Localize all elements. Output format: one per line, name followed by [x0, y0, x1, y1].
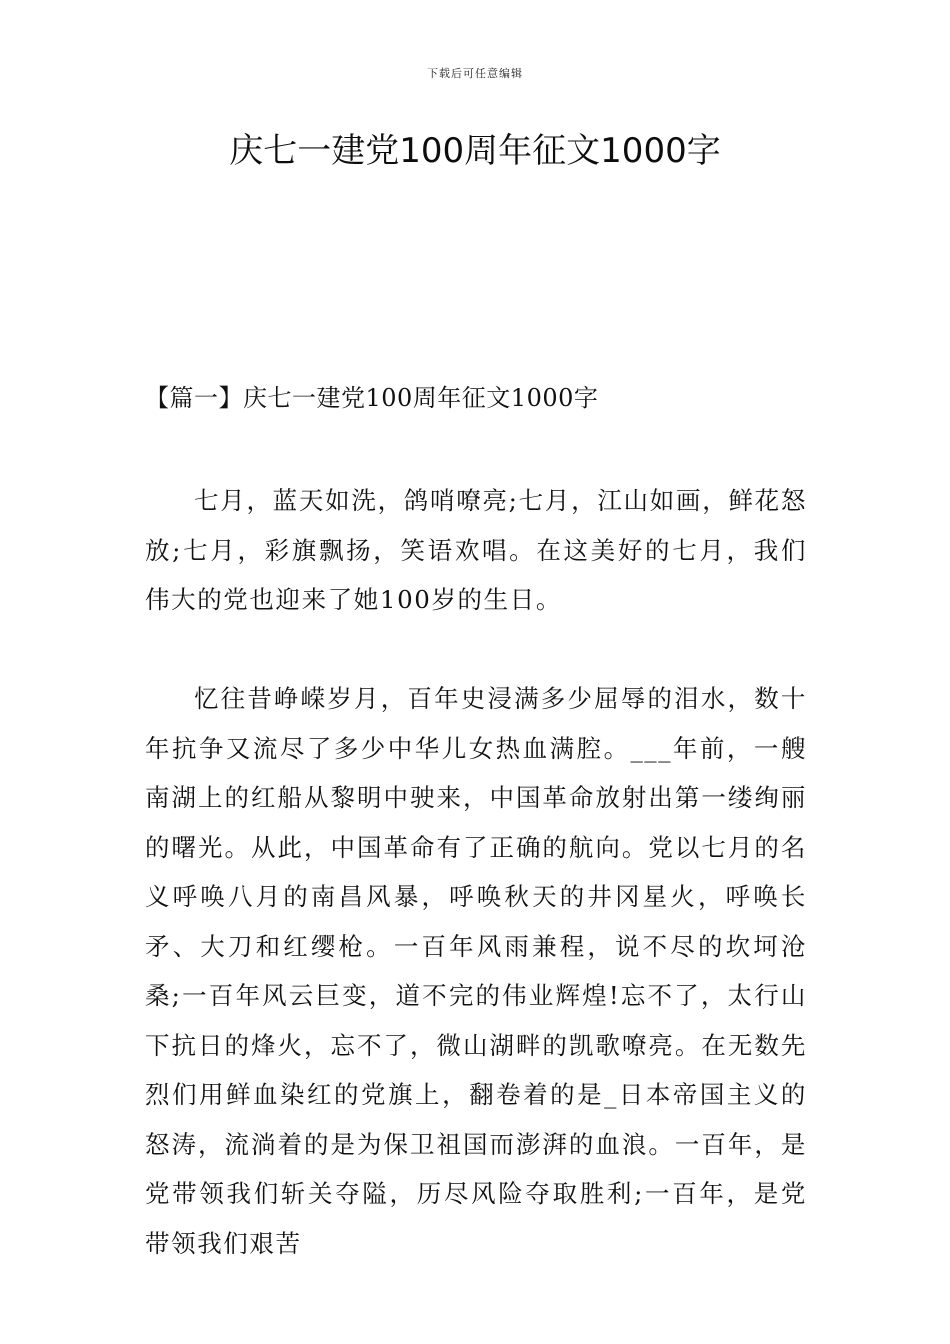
section-heading: 【篇一】庆七一建党100周年征文1000字 [145, 384, 599, 412]
document-title: 庆七一建党100周年征文1000字 [229, 131, 721, 171]
paragraph-1: 七月，蓝天如洗，鸽哨嘹亮;七月，江山如画，鲜花怒放;七月，彩旗飘扬，笑语欢唱。在这美好的七月，我们伟大的党也迎来了她100岁的生日。 [145, 486, 807, 614]
paragraph-2: 忆往昔峥嵘岁月，百年史浸满多少屈辱的泪水，数十年抗争又流尽了多少中华儿女热血满腔。___年前，一艘南湖上的红船从黎明中驶来，中国革命放射出第一缕绚丽的曙光。从此，中国革命有了正确的航向。党以七月的名义呼唤八月的南昌风暴，呼唤秋天的井冈星火，呼唤长矛、大刀和红缨枪。一百年风雨兼程，说不尽的坎坷沧桑;一百年风云巨变，道不完的伟业辉煌!忘不了，太行山下抗日的烽火，忘不了，微山湖畔的凯歌嘹亮。在无数先烈们用鲜血染红的党旗上，翻卷着的是_日本帝国主义的怒涛，流淌着的是为保卫祖国而澎湃的血浪。一百年，是党带领我们斩关夺隘，历尽风险夺取胜利;一百年，是党带领我们艰苦 [145, 684, 807, 1258]
header-note: 下载后可任意编辑 [427, 67, 523, 80]
